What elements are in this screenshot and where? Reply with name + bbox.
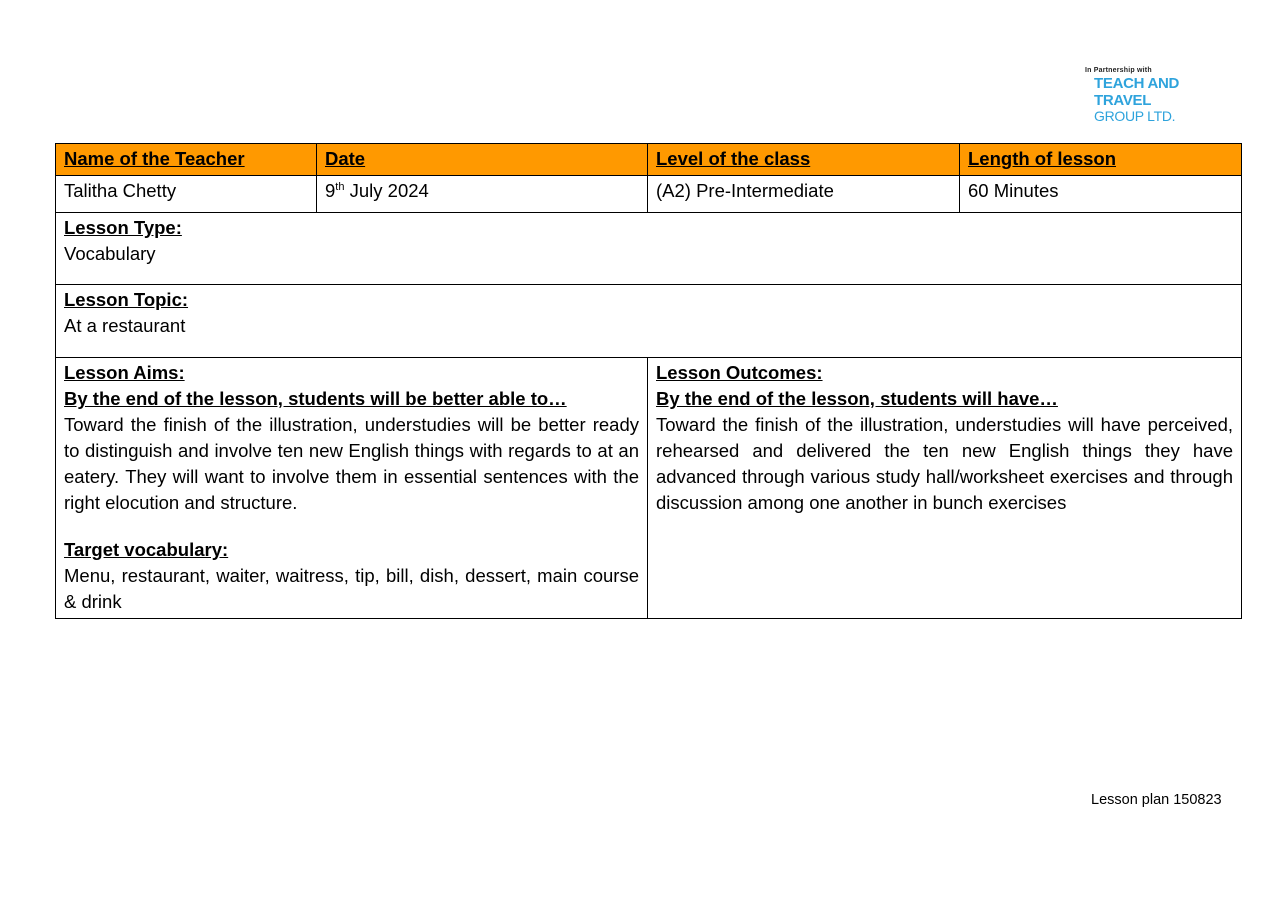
lesson-topic-row [56,285,1242,358]
lesson-aims-text: Toward the finish of the illustration, understudies will be better ready to distinguish and involve ten new English things with regards to at an eatery. They will want to involve them in essential sentences with the right elocution and structure. [64,414,639,513]
lesson-length: 60 Minutes [960,176,1242,213]
lesson-aims-cell [56,358,648,619]
date-suffix: th [335,180,345,193]
aims-outcomes-row [56,358,1242,619]
date-rest: July 2024 [344,180,429,201]
length-header: Length of lesson [960,144,1242,176]
target-vocabulary-text: Menu, restaurant, waiter, waitress, tip, bill, dish, dessert, main course & drink [64,565,639,612]
lesson-aims-subtitle: By the end of the lesson, students will be better able to… [64,388,567,409]
lesson-type-cell [56,213,1242,285]
lesson-type-label: Lesson Type: [64,217,182,238]
lesson-plan-table [55,143,1242,619]
lesson-type-row [56,213,1242,285]
footer-text: Lesson plan 150823 [1091,792,1222,808]
lesson-topic-cell [56,285,1242,358]
target-vocabulary-label: Target vocabulary: [64,539,229,560]
lesson-aims-label: Lesson Aims: [64,362,185,383]
teacher-header: Name of the Teacher [56,144,317,176]
logo-brand-line1: TEACH AND TRAVEL [1094,75,1180,109]
lesson-outcomes-label: Lesson Outcomes: [656,362,823,383]
partner-logo [1085,66,1215,124]
info-row [56,176,1242,213]
header-row [56,144,1242,176]
lesson-type-value: Vocabulary [64,243,156,264]
lesson-outcomes-text: Toward the finish of the illustration, understudies will have perceived, rehearsed and delivered the ten new English things they have advanced through various study hall/worksheet exercises and through discussion among one another in bunch exercises [656,414,1233,513]
lesson-topic-value: At a restaurant [64,315,186,336]
lesson-topic-label: Lesson Topic: [64,289,189,310]
logo-tagline: In Partnership with [1085,67,1152,74]
level-header: Level of the class [648,144,960,176]
lesson-date [317,176,648,213]
class-level: (A2) Pre-Intermediate [648,176,960,213]
teacher-name: Talitha Chetty [56,176,317,213]
date-day: 9 [325,180,336,201]
date-header: Date [317,144,648,176]
logo-brand-line2: GROUP LTD. [1094,108,1176,124]
lesson-outcomes-cell [648,358,1242,619]
lesson-outcomes-subtitle: By the end of the lesson, students will have… [656,388,1058,409]
